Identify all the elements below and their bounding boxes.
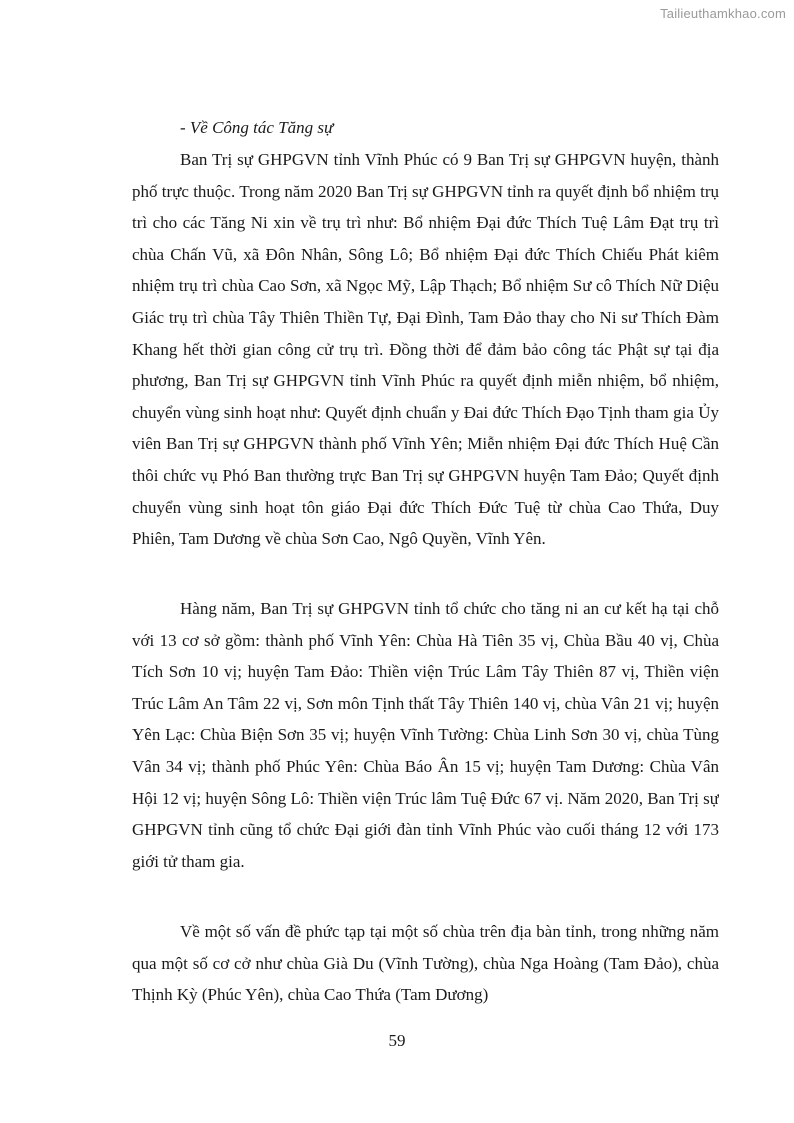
paragraph-retreat: Hàng năm, Ban Trị sự GHPGVN tỉnh tổ chức cho tăng ni an cư kết hạ tại chỗ với 13 cơ sở gồm: thành phố Vĩnh Yên: Chùa Hà Tiên 35 vị, Chùa Bầu 40 vị, Chùa Tích Sơn 10 vị; huyện Tam Đảo: Thiền viện Trúc Lâm Tây Thiên 87 vị, Thiền viện Trúc Lâm An Tâm 22 vị, Sơn môn Tịnh thất Tây Thiên 140 vị, chùa Vân 21 vị; huyện Yên Lạc: Chùa Biện Sơn 35 vị; huyện Vĩnh Tường: Chùa Linh Sơn 30 vị, chùa Tùng Vân 34 vị; thành phố Phúc Yên: Chùa Báo Ân 15 vị; huyện Tam Dương: Chùa Vân Hội 12 vị; huyện Sông Lô: Thiền viện Trúc lâm Tuệ Đức 67 vị. Năm 2020, Ban Trị sự GHPGVN tỉnh cũng tổ chức Đại giới đàn tỉnh Vĩnh Phúc vào cuối tháng 12 với 173 giới tử tham gia.: [132, 599, 719, 871]
paragraph-complex-issues: Về một số vấn đề phức tạp tại một số chùa trên địa bàn tỉnh, trong những năm qua một số cơ cở như chùa Già Du (Vĩnh Tường), chùa Nga Hoàng (Tam Đảo), chùa Thịnh Kỳ (Phúc Yên), chùa Cao Thứa (Tam Dương): [132, 922, 719, 1005]
document-body: [132, 112, 719, 1011]
watermark: Tailieuthamkhao.com: [660, 6, 786, 21]
paragraph-monk-affairs: Ban Trị sự GHPGVN tỉnh Vĩnh Phúc có 9 Ban Trị sự GHPGVN huyện, thành phố trực thuộc. Trong năm 2020 Ban Trị sự GHPGVN tỉnh ra quyết định bổ nhiệm trụ trì cho các Tăng Ni xin về trụ trì như: Bổ nhiệm Đại đức Thích Tuệ Lâm Đạt trụ trì chùa Chấn Vũ, xã Đôn Nhân, Sông Lô; Bổ nhiệm Đại đức Thích Chiếu Phát kiêm nhiệm trụ trì chùa Cao Sơn, xã Ngọc Mỹ, Lập Thạch; Bổ nhiệm Sư cô Thích Nữ Diệu Giác trụ trì chùa Tây Thiên Thiền Tự, Đại Đình, Tam Đảo thay cho Ni sư Thích Đàm Khang hết thời gian công cử trụ trì. Đồng thời để đảm bảo công tác Phật sự tại địa phương, Ban Trị sự GHPGVN tỉnh Vĩnh Phúc ra quyết định miễn nhiệm, bổ nhiệm, chuyển vùng sinh hoạt như: Quyết định chuẩn y Đai đức Thích Đạo Tịnh tham gia Ủy viên Ban Trị sự GHPGVN thành phố Vĩnh Yên; Miễn nhiệm Đại đức Thích Huệ Cần thôi chức vụ Phó Ban thường trực Ban Trị sự GHPGVN huyện Tam Đảo; Quyết định chuyển vùng sinh hoạt tôn giáo Đại đức Thích Đức Tuệ từ chùa Cao Thứa, Duy Phiên, Tam Dương về chùa Sơn Cao, Ngô Quyền, Vĩnh Yên.: [132, 150, 719, 549]
section-heading: - Về Công tác Tăng sự: [180, 118, 334, 137]
page-number: 59: [388, 1031, 406, 1050]
